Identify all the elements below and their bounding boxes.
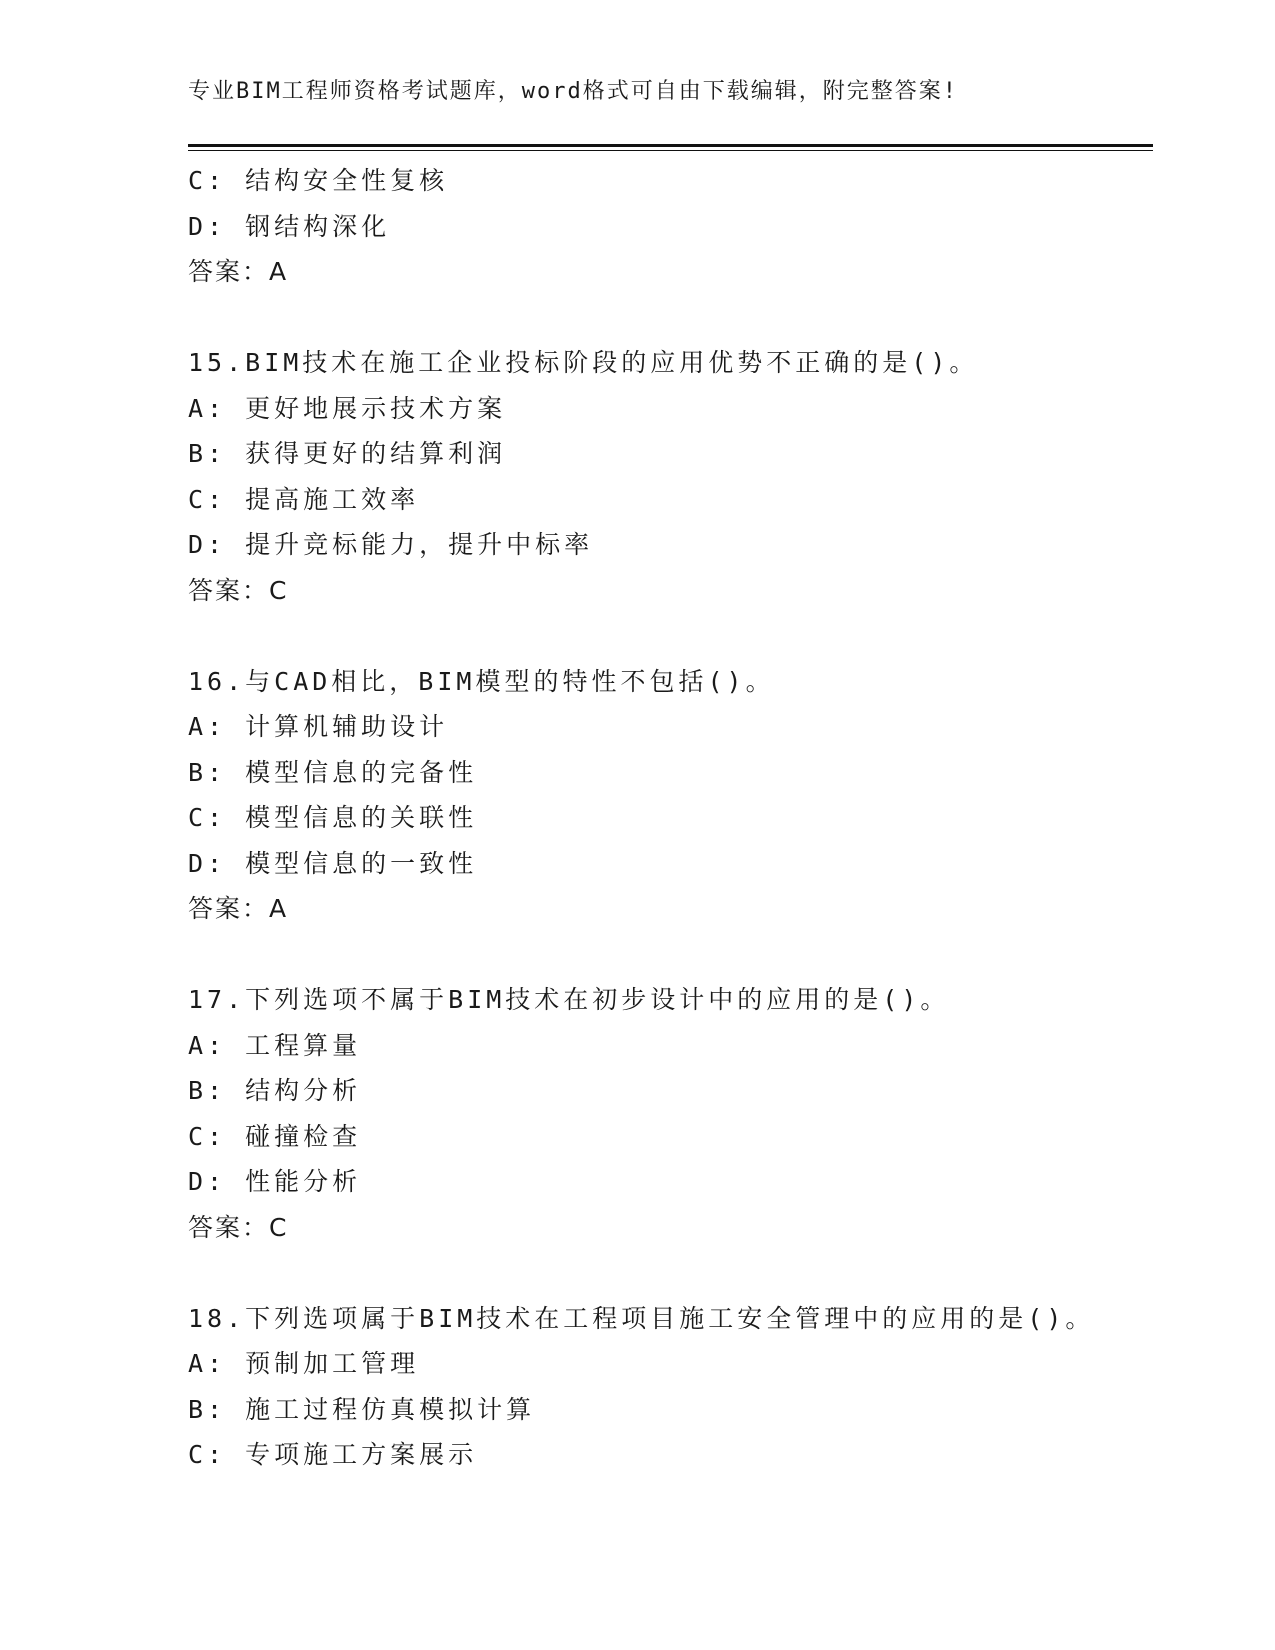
- option-b: B: 施工过程仿真模拟计算: [188, 1394, 536, 1424]
- header-divider-thin: [188, 150, 1153, 151]
- spacer: [188, 932, 1153, 978]
- option-a: A: 计算机辅助设计: [188, 712, 449, 741]
- option-c: C: 专项施工方案展示: [188, 1440, 478, 1469]
- question-content: [188, 158, 1153, 1478]
- answer-line: 答案：C: [188, 575, 289, 605]
- option-c: C: 提高施工效率: [188, 484, 420, 514]
- option-c: C: 模型信息的关联性: [188, 803, 478, 832]
- option-a: A: 预制加工管理: [188, 1349, 420, 1378]
- question-stem: 16.与CAD相比，BIM模型的特性不包括()。: [188, 666, 775, 696]
- option-b: B: 获得更好的结算利润: [188, 439, 507, 468]
- option-d: D: 提升竞标能力，提升中标率: [188, 530, 594, 559]
- option-b: B: 结构分析: [188, 1076, 362, 1105]
- spacer: [188, 1250, 1153, 1296]
- spacer: [188, 295, 1153, 341]
- answer-line: 答案：A: [188, 257, 289, 286]
- question-stem: 15.BIM技术在施工企业投标阶段的应用优势不正确的是()。: [188, 348, 979, 377]
- spacer: [188, 613, 1153, 659]
- option-d: D: 模型信息的一致性: [188, 848, 478, 878]
- option-a: A: 工程算量: [188, 1030, 362, 1060]
- option-b: B: 模型信息的完备性: [188, 757, 478, 787]
- answer-line: 答案：C: [188, 1212, 289, 1242]
- question-stem: 17.下列选项不属于BIM技术在初步设计中的应用的是()。: [188, 985, 950, 1014]
- option-d: D: 钢结构深化: [188, 211, 391, 241]
- question-stem: 18.下列选项属于BIM技术在工程项目施工安全管理中的应用的是()。: [188, 1303, 1095, 1333]
- option-a: A: 更好地展示技术方案: [188, 393, 507, 423]
- option-d: D: 性能分析: [188, 1167, 362, 1196]
- option-c: C: 碰撞检查: [188, 1121, 362, 1151]
- option-c: C: 结构安全性复核: [188, 166, 449, 195]
- answer-line: 答案：A: [188, 894, 289, 923]
- header-divider-thick: [188, 144, 1153, 147]
- page-header: 专业BIM工程师资格考试题库，word格式可自由下载编辑，附完整答案!: [188, 79, 958, 104]
